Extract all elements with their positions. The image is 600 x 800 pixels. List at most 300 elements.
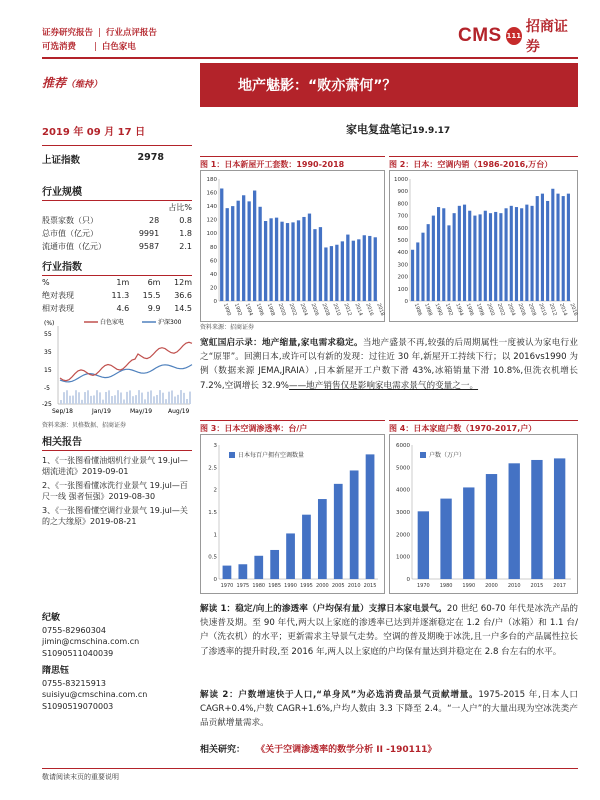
perf-volume-bar (63, 392, 65, 404)
bar (363, 235, 366, 301)
bar (248, 201, 251, 301)
bar (318, 499, 327, 579)
perf-y-tick: -5 (44, 385, 50, 392)
analyst-cert: S1090511040039 (42, 648, 114, 658)
y-tick-label: 300 (397, 262, 408, 269)
bar (515, 207, 518, 301)
report-title-bar (200, 63, 578, 107)
x-tick-label: 1990 (433, 302, 444, 317)
industry-index-title: 行业指数 (42, 258, 192, 276)
perf-y-tick: 55 (44, 331, 52, 338)
bar (421, 233, 424, 301)
y-tick-label: 600 (397, 225, 408, 232)
bar (270, 550, 279, 579)
industry-index-section (42, 258, 192, 315)
y-tick-label: 2 (213, 487, 217, 494)
figure-1-chart (201, 171, 384, 321)
notes-title-sub: 19.9.17 (412, 126, 451, 136)
header-tag-report: 证券研究报告 (42, 28, 94, 38)
perf-volume-bar (72, 396, 74, 404)
table-row: 绝对表现 11.3 15.5 36.6 (42, 291, 192, 300)
perf-volume-bar (132, 396, 134, 404)
bar (427, 224, 430, 301)
x-tick-label: 2006 (516, 302, 527, 317)
x-tick-label: 2018 (375, 302, 386, 317)
perf-volume-bar (81, 400, 83, 404)
y-tick-label: 140 (206, 204, 217, 211)
bar (509, 463, 520, 579)
notes-title-main: 家电复盘笔记 (346, 123, 412, 136)
perf-volume-bar (129, 390, 131, 404)
paragraph-2 (200, 602, 578, 659)
y-tick-label: 2000 (396, 532, 410, 539)
analyst-phone: 0755-83215913 (42, 678, 106, 688)
figure-4-label: 图 4：日本家庭户数（1970-2017,户） (389, 420, 578, 434)
paragraph-3 (200, 688, 578, 731)
x-tick-label: 2004 (298, 302, 309, 317)
perf-volume-bar (189, 392, 191, 404)
perf-volume-bar (162, 393, 164, 404)
bar (352, 241, 355, 301)
y-tick-label: 80 (210, 244, 217, 251)
y-tick-label: 500 (397, 238, 408, 244)
perf-volume-bar (153, 396, 155, 404)
x-tick-label: 2012 (342, 302, 353, 317)
table-row: 总市值（亿元） 9991 1.8 (42, 229, 192, 238)
figure-1-source: 资料来源：招商证券 (200, 324, 255, 331)
perf-volume-bar (180, 390, 182, 404)
bar (505, 208, 508, 301)
x-tick-label: 1990 (221, 302, 232, 317)
perf-x-tick: Sep/18 (52, 408, 73, 415)
legend-hs300: 沪深300 (158, 319, 182, 326)
bar (350, 470, 359, 579)
header-tags: 证券研究报告 | 行业点评报告 可选消费 | 白色家电 (42, 28, 157, 52)
x-tick-label: 1988 (423, 302, 434, 317)
perf-volume-bar (168, 392, 170, 404)
y-tick-label: 100 (397, 286, 408, 293)
perf-volume-bar (102, 400, 104, 404)
x-tick-label: 2016 (364, 302, 375, 317)
y-tick-label: 0.5 (208, 554, 217, 561)
bar (520, 208, 523, 301)
y-tick-label: 700 (397, 213, 408, 220)
bar (264, 221, 267, 301)
bar (368, 236, 371, 301)
x-tick-label: 1998 (475, 302, 486, 317)
x-tick-label: 2010 (347, 583, 361, 589)
bar (238, 564, 247, 579)
legend-swatch (420, 452, 426, 458)
x-tick-label: 1992 (443, 302, 454, 317)
x-tick-label: 1992 (232, 302, 243, 317)
bar (226, 208, 229, 301)
bar (562, 196, 565, 301)
related-research-label: 相关研究： (200, 745, 246, 755)
paragraph-3-text: 1975-2015 年,日本人口 CAGR+0.4%,户数 CAGR+1.6%,户均人数由 3.3 下降至 2.4。“一人户”的大量出现为空冰洗类产品贡献增量需求。 (200, 690, 578, 729)
figure-1 (200, 156, 385, 331)
header-tag-sector: 可选消费 (42, 42, 77, 52)
perf-volume-bar (60, 400, 62, 404)
perf-y-tick: 15 (44, 367, 52, 374)
x-tick-label: 1980 (439, 583, 453, 589)
bar (536, 196, 539, 301)
index-value: 2978 (137, 152, 164, 163)
bar (486, 474, 497, 579)
analyst-cert: S1090519070003 (42, 701, 114, 711)
bar (447, 225, 450, 301)
perf-y-unit: (%) (44, 320, 55, 327)
bar (458, 206, 461, 301)
y-tick-label: 60 (210, 258, 217, 265)
y-tick-label: 180 (206, 177, 217, 183)
bar (556, 194, 559, 301)
perf-x-tick: May/19 (130, 408, 153, 415)
cms-logo (458, 19, 576, 55)
paragraph-1-conclusion: ——地产销售仅是影响家电需求景气的变量之一。 (288, 380, 479, 391)
perf-volume-bar (150, 390, 152, 404)
bar (418, 511, 429, 579)
perf-volume-bar (174, 397, 176, 404)
bar (531, 460, 542, 579)
bar (242, 195, 245, 301)
rating-sub: （维持） (66, 80, 103, 90)
x-tick-label: 2014 (558, 302, 569, 317)
figure-4 (389, 420, 578, 594)
y-tick-label: 3000 (396, 510, 410, 516)
y-tick-label: 1 (213, 532, 217, 539)
x-tick-label: 2000 (315, 583, 329, 589)
perf-volume-bar (105, 392, 107, 404)
y-tick-label: 120 (206, 217, 217, 224)
bar (324, 247, 327, 301)
figure-3 (200, 420, 385, 594)
performance-chart (42, 316, 192, 416)
x-tick-label: 1975 (236, 583, 250, 589)
perf-volume-bar (111, 396, 113, 404)
x-tick-label: 2000 (485, 583, 498, 589)
y-tick-label: 0 (404, 299, 408, 305)
y-tick-label: 800 (397, 201, 408, 208)
figure-4-chart (390, 435, 577, 593)
x-tick-label: 2010 (537, 302, 548, 317)
perf-source: 资料来源：贝格数据、招商证券 (42, 422, 127, 429)
bar (554, 458, 565, 579)
bar (253, 191, 256, 301)
logo-cn-text: 招商证券 (525, 19, 568, 55)
bar (546, 201, 549, 301)
table-row: 股票家数（只） 28 0.8 (42, 216, 192, 225)
industry-scale-title: 行业规模 (42, 183, 192, 201)
perf-volume-bar (90, 396, 92, 404)
x-tick-label: 1996 (464, 302, 475, 317)
x-tick-label: 2006 (309, 302, 320, 317)
perf-volume-bar (114, 395, 116, 404)
footer-note: 敬请阅读末页的重要说明 (42, 773, 119, 781)
x-tick-label: 1994 (454, 302, 465, 317)
x-tick-label: 2008 (320, 302, 331, 317)
y-tick-label: 0 (213, 577, 217, 583)
perf-volume-bar (177, 395, 179, 404)
perf-y-tick: -25 (42, 401, 52, 408)
analyst-name: 纪敏 (42, 613, 61, 623)
bar (437, 207, 440, 301)
x-tick-label: 2010 (507, 583, 521, 589)
perf-volume-bar (123, 399, 125, 404)
industry-scale-section (42, 183, 192, 253)
bar (411, 250, 414, 301)
paragraph-2-text: 20 世纪 60-70 年代是冰洗产品的快速普及期。至 90 年代,两大以上家庭的渗透率已达到并逐渐稳定在 1.2 台/户（冰箱）和 1.1 台/户（洗衣机）的水平；更新需求主导景气走势。空调的普及期晚于冰洗,且一户多台的产品属性拉长了渗透率的提升时段,至 2016 年,两人以上家庭的户均保有量达到并稳定在 2.8 台左右的水平。 (200, 604, 578, 657)
perf-volume-bar (165, 399, 167, 404)
related-research (200, 742, 436, 755)
report-date: 2019 年 09 月 17 日 (42, 127, 146, 138)
legend-sector: 白色家电 (100, 319, 125, 326)
bar (335, 245, 338, 301)
legend-swatch (229, 452, 235, 458)
bar (494, 212, 497, 301)
analyst-email[interactable]: suisiyu@cmschina.com.cn (42, 690, 148, 699)
bar (269, 218, 272, 301)
header-rule (42, 57, 578, 59)
y-tick-label: 20 (210, 285, 217, 292)
y-tick-label: 900 (397, 189, 408, 196)
x-tick-label: 2008 (526, 302, 537, 317)
figure-3-label: 图 3：日本空调渗透率：台/户 (200, 420, 385, 434)
perf-volume-bar (120, 392, 122, 404)
figure-3-chart (201, 435, 384, 593)
bar (237, 201, 240, 301)
bar (366, 454, 375, 579)
x-tick-label: 2014 (353, 302, 364, 317)
bar (286, 223, 289, 301)
paragraph-3-lead: 解读 2：户数增速快于人口,“单身风”为必选消费品景气贡献增量。 (200, 690, 479, 700)
x-tick-label: 2005 (331, 583, 345, 589)
footer-rule (42, 768, 578, 769)
bar (275, 218, 278, 301)
x-tick-label: 2015 (363, 583, 377, 589)
logo-mark-icon: 111 (506, 27, 522, 45)
perf-volume-bar (66, 390, 68, 404)
bar (541, 194, 544, 301)
y-tick-label: 160 (206, 190, 217, 197)
x-tick-label: 1990 (462, 583, 476, 589)
perf-volume-bar (108, 390, 110, 404)
perf-volume-bar (93, 395, 95, 404)
related-report-item[interactable]: 2、《一张图看懂冰洗行业景气 19.jul—百尺一线 强者恒强》2019-08-30 (42, 481, 188, 501)
index-row (42, 152, 192, 166)
bar (297, 220, 300, 301)
bar (308, 214, 311, 301)
bar (468, 211, 471, 301)
related-research-link[interactable]: 《关于空调渗透率的数学分析 II -190111》 (256, 745, 437, 755)
x-tick-label: 2015 (530, 583, 544, 589)
rating (42, 74, 102, 91)
bar (489, 213, 492, 301)
bar (302, 515, 311, 579)
table-row: 流通市值（亿元） 9587 2.1 (42, 242, 192, 251)
perf-volume-bar (99, 392, 101, 404)
bar (330, 246, 333, 301)
analyst-phone: 0755-82960304 (42, 625, 106, 635)
bar (442, 208, 445, 301)
paragraph-2-lead: 解读 1：稳定/向上的渗透率（户均保有量）支撑日本家电景气。 (200, 604, 447, 614)
bar (346, 235, 349, 301)
figure-2-chart (390, 171, 577, 321)
analyst-email[interactable]: jimin@cmschina.com.cn (42, 637, 140, 646)
legend-label: 户数（万户） (429, 452, 466, 459)
x-tick-label: 2012 (547, 302, 558, 317)
x-tick-label: 1986 (412, 302, 423, 317)
bar (499, 213, 502, 301)
perf-volume-bar (87, 390, 89, 404)
bar (374, 237, 377, 301)
bar (567, 194, 570, 301)
industry-scale-table (42, 201, 192, 253)
bar (223, 566, 232, 579)
analyst-contact (42, 612, 192, 712)
y-tick-label: 1000 (396, 554, 410, 561)
x-tick-label: 1970 (220, 583, 234, 589)
y-tick-label: 100 (206, 231, 217, 238)
bar (357, 239, 360, 301)
x-tick-label: 2000 (276, 302, 287, 317)
x-tick-label: 2000 (485, 302, 496, 317)
bar (525, 205, 528, 301)
y-tick-label: 400 (397, 250, 408, 257)
bar (440, 499, 451, 579)
industry-index-table: % 1m 6m 12m 绝对表现 11.3 15.5 36.6 相对表现 4.6 9.9 14.5 (42, 278, 192, 313)
bar (313, 229, 316, 301)
x-tick-label: 2017 (553, 583, 567, 589)
bar (463, 205, 466, 301)
y-tick-label: 0 (406, 577, 410, 583)
x-tick-label: 2002 (287, 302, 298, 317)
bar (231, 206, 234, 301)
y-tick-label: 40 (210, 271, 217, 278)
x-tick-label: 1990 (284, 583, 297, 589)
bar (280, 222, 283, 301)
legend-label: 日本每百户拥有空调数量 (238, 452, 305, 459)
x-tick-label: 1996 (254, 302, 265, 317)
bar (416, 242, 419, 301)
y-tick-label: 6000 (396, 443, 410, 449)
perf-volume-bar (138, 390, 140, 404)
perf-volume-bar (183, 393, 185, 404)
bar (479, 214, 482, 301)
scale-col-header: 占比% (168, 203, 192, 212)
header-tag-subsector: 白色家电 (101, 42, 136, 52)
perf-volume-bar (84, 392, 86, 404)
y-tick-label: 3 (213, 443, 217, 449)
perf-volume-bar (144, 399, 146, 404)
y-tick-label: 0 (213, 299, 217, 305)
analyst-name: 隋思钰 (42, 666, 70, 676)
related-title: 相关报告 (42, 433, 192, 451)
bar (484, 211, 487, 301)
bar (220, 188, 223, 301)
perf-line-sector (60, 342, 192, 380)
paragraph-1 (200, 336, 578, 393)
bar (473, 216, 476, 301)
figure-1-label: 图 1：日本新屋开工套数：1990-2018 (200, 156, 385, 170)
table-row: 相对表现 4.6 9.9 14.5 (42, 304, 192, 313)
perf-volume-bar (159, 390, 161, 404)
related-report-item[interactable]: 3、《一张图看懂空调行业景气 19.jul—关的之大缘原》2019-08-21 (42, 506, 188, 526)
figure-2 (389, 156, 578, 322)
bar (291, 222, 294, 301)
rating-main: 推荐 (42, 76, 67, 90)
x-tick-label: 1998 (265, 302, 276, 317)
perf-volume-bar (78, 392, 80, 404)
perf-volume-bar (141, 393, 143, 404)
bar (302, 217, 305, 301)
performance-chart-svg (42, 316, 192, 416)
y-tick-label: 1000 (394, 177, 408, 183)
x-tick-label: 1985 (268, 583, 282, 589)
related-reports (42, 433, 192, 530)
perf-volume-bar (117, 390, 119, 404)
perf-volume-bar (135, 395, 137, 404)
bar (463, 487, 474, 579)
header-tag-type: 行业点评报告 (105, 28, 157, 38)
bar (551, 189, 554, 301)
paragraph-1-lead: 宽虹国启示录：地产缩量,家电需求稳定。 (200, 338, 363, 348)
bar (510, 206, 513, 301)
x-tick-label: 1995 (300, 583, 313, 589)
perf-volume-bar (96, 390, 98, 404)
perf-volume-bar (171, 390, 173, 404)
x-tick-label: 2016 (568, 302, 579, 317)
perf-y-tick: 35 (44, 349, 52, 356)
perf-line-hs300 (60, 365, 192, 382)
bar (258, 207, 261, 301)
perf-x-tick: Jan/19 (92, 408, 111, 415)
y-tick-label: 5000 (396, 465, 410, 472)
y-tick-label: 2.5 (208, 465, 217, 472)
left-rule (42, 145, 192, 146)
bar (341, 241, 344, 301)
bar (432, 216, 435, 301)
related-report-item[interactable]: 1、《一张图看懂油烟机行业景气 19.jul—烟流进流》2019-09-01 (42, 456, 188, 476)
index-label: 上证指数 (42, 155, 81, 166)
x-tick-label: 1994 (243, 302, 254, 317)
x-tick-label: 2010 (331, 302, 342, 317)
perf-volume-bar (69, 396, 71, 404)
figure-2-label: 图 2：日本：空调内销（1986-2016,万台） (389, 156, 578, 170)
perf-volume-bar (75, 390, 77, 404)
bar (334, 484, 343, 579)
perf-volume-bar (156, 395, 158, 404)
y-tick-label: 200 (397, 274, 408, 281)
bar (453, 213, 456, 301)
logo-cms-text: CMS (458, 25, 502, 46)
bar (530, 206, 533, 301)
perf-volume-bar (126, 392, 128, 404)
y-tick-label: 1.5 (208, 510, 217, 516)
perf-volume-bar (147, 392, 149, 404)
notes-title (346, 121, 450, 137)
x-tick-label: 1970 (416, 583, 430, 589)
perf-volume-bar (186, 399, 188, 404)
x-tick-label: 2002 (495, 302, 506, 317)
bar (286, 533, 295, 579)
perf-x-tick: Aug/19 (168, 408, 190, 415)
y-tick-label: 4000 (396, 487, 410, 494)
paragraph-1-text: 当地产盛景不再,较强的后周期属性一度被认为家电行业之“原罪”。回溯日本,或许可以有新的发现：过往近 30 年,新屋开工持续下行；以 2016vs1990 为例（数据来源 JEMA,JRAIA）,日本新屋开工户数下滑 43%,冰箱销量下滑 10.8%,但洗衣机增长 7.2%,空调增长 32.9% (200, 338, 579, 391)
bar (254, 556, 263, 579)
bar (319, 227, 322, 301)
x-tick-label: 2004 (506, 302, 517, 317)
